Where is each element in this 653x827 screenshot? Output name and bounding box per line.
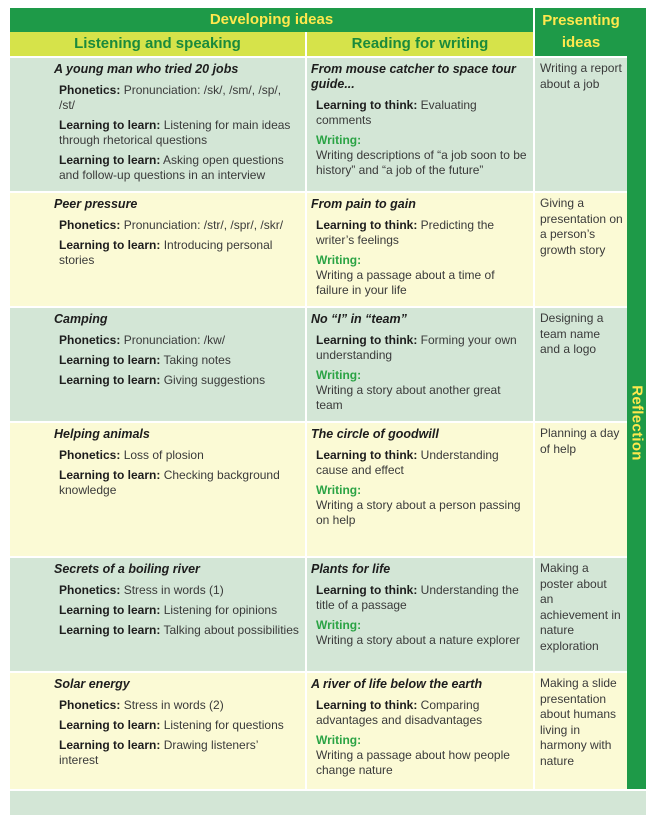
unit-ls-title: Peer pressure (54, 197, 138, 211)
writing-label: Writing: (316, 733, 362, 747)
writing-task (316, 733, 527, 778)
presenting-cell (535, 673, 627, 789)
learning-to-think-label: Learning to think: (316, 333, 418, 347)
ls-item-label: Phonetics: (59, 448, 121, 462)
presenting-cell (535, 58, 627, 191)
listening-speaking-cell (10, 423, 305, 556)
header-right-strip (627, 8, 646, 56)
listening-speaking-cell (10, 58, 305, 191)
listening-speaking-cell (10, 193, 305, 306)
writing-label: Writing: (316, 133, 362, 147)
ls-item-label: Phonetics: (59, 698, 121, 712)
ls-item-text: Loss of plosion (123, 448, 204, 462)
unit-ls-title: Camping (54, 312, 108, 326)
presenting-cell (535, 193, 627, 306)
ls-item-label: Learning to learn: (59, 718, 161, 732)
ls-item-text: Listening for opinions (163, 603, 278, 617)
reading-writing-cell (307, 673, 533, 789)
listening-speaking-cell (10, 673, 305, 789)
writing-text: Writing a story about a person passing on help (316, 498, 521, 527)
unit-rw-title: A river of life below the earth (311, 677, 483, 691)
writing-task (316, 368, 527, 413)
presenting-cell (535, 308, 627, 421)
ls-item-text: Taking notes (163, 353, 231, 367)
ls-item-text: Pronunciation: /str/, /spr/, /skr/ (123, 218, 284, 232)
ls-item-text: Stress in words (2) (123, 698, 224, 712)
reading-writing-cell (307, 58, 533, 191)
ls-item (59, 153, 299, 183)
presenting-text: Planning a day of help (540, 426, 620, 456)
writing-text: Writing a story about another great team (316, 383, 501, 412)
ls-item-text: Listening for questions (163, 718, 284, 732)
presenting-text: Making a slide presentation about humans living in harmony with nature (540, 676, 617, 768)
ls-item (59, 698, 299, 713)
ls-item-text: Giving suggestions (163, 373, 266, 387)
ls-item (59, 218, 299, 233)
ls-item-label: Phonetics: (59, 83, 121, 97)
presenting-ideas-header: Presenting ideas (535, 8, 627, 56)
reading-writing-cell (307, 423, 533, 556)
writing-text: Writing descriptions of “a job soon to be history” and “a job of the future” (316, 148, 527, 177)
unit-rw-title: From mouse catcher to space tour guide... (311, 62, 516, 91)
unit-ls-title: Solar energy (54, 677, 130, 691)
presenting-cell (535, 558, 627, 671)
reflection-bar (627, 56, 646, 789)
listening-speaking-header: Listening and speaking (10, 32, 305, 56)
reflection-label: Reflection (628, 384, 645, 461)
presenting-cell (535, 423, 627, 556)
ls-item (59, 583, 299, 598)
ls-item (59, 238, 299, 268)
unit-rw-title: Plants for life (311, 562, 391, 576)
ls-item-label: Phonetics: (59, 583, 121, 597)
writing-text: Writing a passage about a time of failure in your life (316, 268, 495, 297)
developing-ideas-header: Developing ideas (10, 8, 533, 32)
learning-to-think (316, 333, 527, 363)
ls-item-text: Introducing personal stories (59, 238, 273, 267)
ls-item-label: Learning to learn: (59, 373, 161, 387)
learning-to-think (316, 98, 527, 128)
ls-item (59, 603, 299, 618)
bottom-bar (10, 789, 646, 815)
writing-task (316, 253, 527, 298)
ls-item-label: Learning to learn: (59, 118, 161, 132)
ls-item-text: Pronunciation: /kw/ (123, 333, 226, 347)
reading-writing-cell (307, 308, 533, 421)
ls-item (59, 353, 299, 368)
ls-item-text: Asking open questions and follow-up questions in an interview (59, 153, 284, 182)
ls-item-label: Learning to learn: (59, 603, 161, 617)
ls-item-label: Learning to learn: (59, 238, 161, 252)
writing-task (316, 483, 527, 528)
presenting-text: Designing a team name and a logo (540, 311, 604, 356)
learning-to-think (316, 583, 527, 613)
ls-item-label: Learning to learn: (59, 623, 161, 637)
ls-item-label: Learning to learn: (59, 738, 161, 752)
ls-item (59, 373, 299, 388)
learning-to-think-text: Understanding the title of a passage (316, 583, 519, 612)
learning-to-think (316, 698, 527, 728)
learning-to-think-label: Learning to think: (316, 218, 418, 232)
ls-item (59, 468, 299, 498)
ls-item-text: Checking background knowledge (59, 468, 280, 497)
ls-item-label: Phonetics: (59, 333, 121, 347)
reading-writing-cell (307, 558, 533, 671)
ls-item-text: Listening for main ideas through rhetorical questions (59, 118, 291, 147)
learning-to-think-label: Learning to think: (316, 98, 418, 112)
learning-to-think-text: Evaluating comments (316, 98, 477, 127)
learning-to-think-label: Learning to think: (316, 448, 418, 462)
learning-to-think-text: Comparing advantages and disadvantages (316, 698, 483, 727)
writing-text: Writing a passage about how people change nature (316, 748, 510, 777)
ls-item (59, 118, 299, 148)
writing-label: Writing: (316, 618, 362, 632)
learning-to-think-label: Learning to think: (316, 698, 418, 712)
ls-item (59, 83, 299, 113)
presenting-text: Writing a report about a job (540, 61, 622, 91)
learning-to-think (316, 218, 527, 248)
learning-to-think (316, 448, 527, 478)
learning-to-think-text: Understanding cause and effect (316, 448, 499, 477)
unit-rw-title: The circle of goodwill (311, 427, 439, 441)
ls-item (59, 623, 299, 638)
writing-label: Writing: (316, 368, 362, 382)
unit-ls-title: Helping animals (54, 427, 150, 441)
ls-item-text: Stress in words (1) (123, 583, 224, 597)
unit-ls-title: A young man who tried 20 jobs (54, 62, 239, 76)
learning-to-think-label: Learning to think: (316, 583, 418, 597)
reading-writing-header: Reading for writing (307, 32, 533, 56)
learning-to-think-text: Forming your own understanding (316, 333, 517, 362)
ls-item (59, 718, 299, 733)
unit-rw-title: From pain to gain (311, 197, 416, 211)
ls-item (59, 738, 299, 768)
ls-item-text: Pronunciation: /sk/, /sm/, /sp/, /st/ (59, 83, 282, 112)
reading-writing-cell (307, 193, 533, 306)
ls-item-text: Drawing listeners’ interest (59, 738, 258, 767)
presenting-text: Giving a presentation on a person’s growth story (540, 196, 623, 257)
writing-task (316, 133, 527, 178)
ls-item-text: Talking about possibilities (163, 623, 299, 637)
unit-ls-title: Secrets of a boiling river (54, 562, 200, 576)
unit-rw-title: No “I” in “team” (311, 312, 407, 326)
writing-label: Writing: (316, 483, 362, 497)
writing-label: Writing: (316, 253, 362, 267)
ls-item-label: Learning to learn: (59, 153, 161, 167)
listening-speaking-cell (10, 558, 305, 671)
ls-item-label: Phonetics: (59, 218, 121, 232)
listening-speaking-cell (10, 308, 305, 421)
ls-item-label: Learning to learn: (59, 468, 161, 482)
ls-item (59, 448, 299, 463)
learning-to-think-text: Predicting the writer’s feelings (316, 218, 495, 247)
writing-text: Writing a story about a nature explorer (316, 633, 520, 647)
writing-task (316, 618, 527, 648)
ls-item-label: Learning to learn: (59, 353, 161, 367)
ls-item (59, 333, 299, 348)
presenting-text: Making a poster about an achievement in nature exploration (540, 561, 621, 653)
